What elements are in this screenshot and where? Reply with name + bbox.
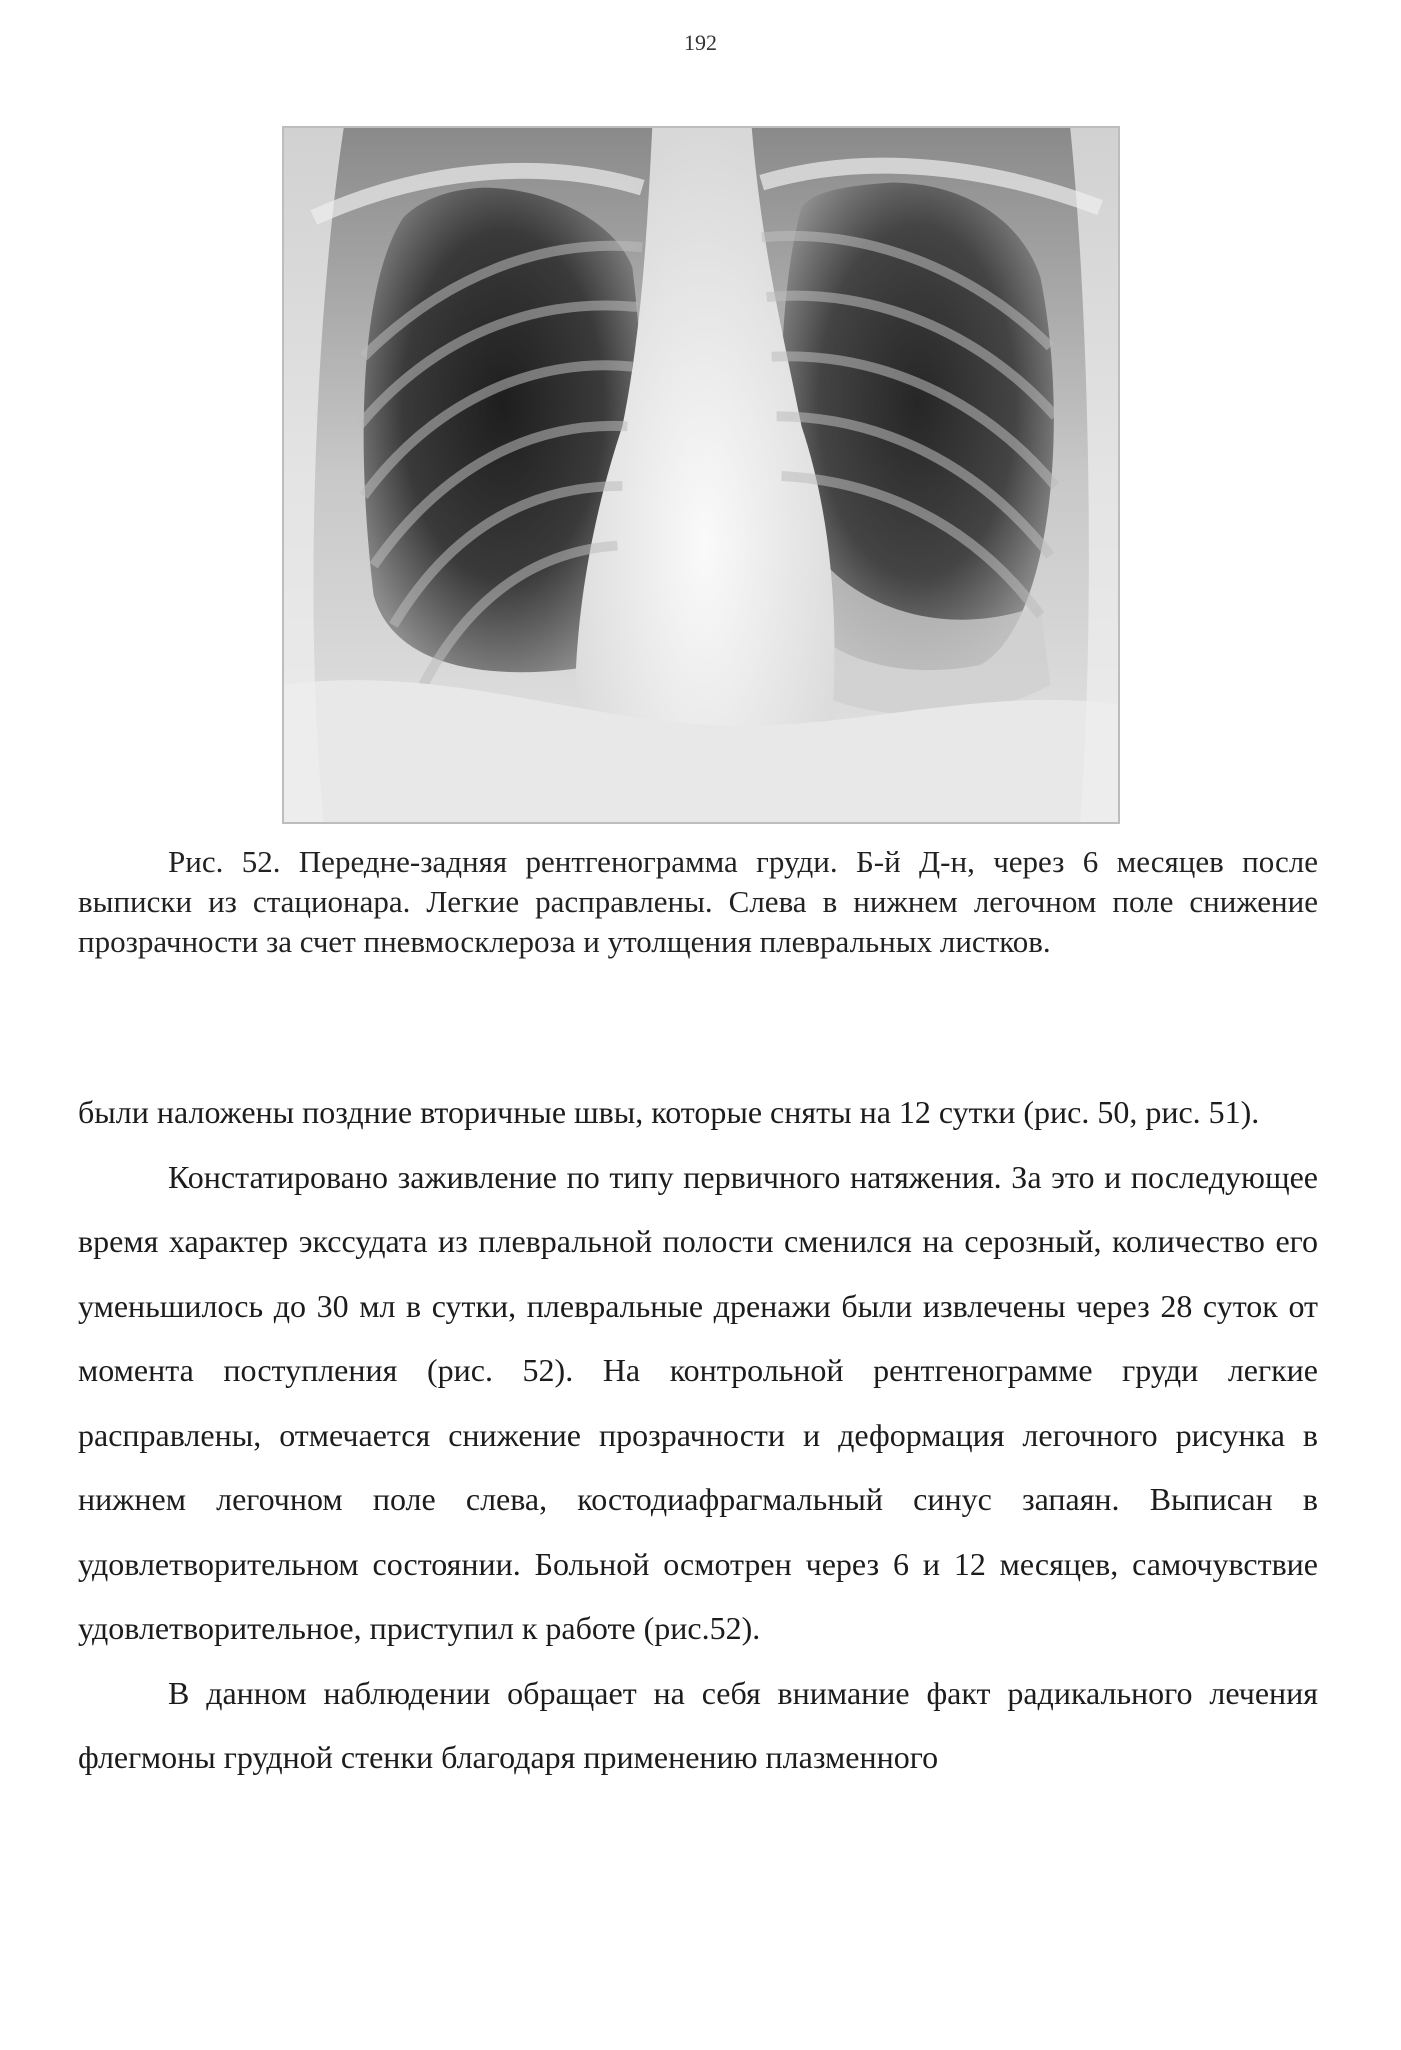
paragraph-1: были наложены поздние вторичные швы, которые сняты на 12 сутки (рис. 50, рис. 51). — [78, 1094, 1260, 1130]
figure-caption: Рис. 52. Передне-задняя рентгенограмма груди. Б-й Д-н, через 6 месяцев после выписки из стационара. Легкие расправлены. Слева в нижнем легочном поле снижение прозрачности за счет пневмосклероза и утолщения плевральных листков. — [78, 844, 1318, 959]
paragraph-2: Констатировано заживление по типу первичного натяжения. За это и последующее время характер экссудата из плевральной полости сменился на серозный, количество его уменьшилось до 30 мл в сутки, плевральные дренажи были извлечены через 28 суток от момента поступления (рис. 52). На контрольной рентгенограмме груди легкие расправлены, отмечается снижение прозрачности и деформация легочного рисунка в нижнем легочном поле слева, костодиафрагмальный синус запаян. Выписан в удовлетворительном состоянии. Больной осмотрен через 6 и 12 месяцев, самочувствие удовлетворительное, приступил к работе (рис.52). — [78, 1158, 1318, 1646]
body-text — [78, 1080, 1318, 1790]
chest-xray-image — [284, 128, 1118, 822]
chest-xray-figure — [282, 126, 1120, 824]
page-number: 192 — [684, 30, 717, 55]
paragraph-3: В данном наблюдении обращает на себя внимание факт радикального лечения флегмоны грудной стенки благодаря применению плазменного — [78, 1674, 1318, 1775]
